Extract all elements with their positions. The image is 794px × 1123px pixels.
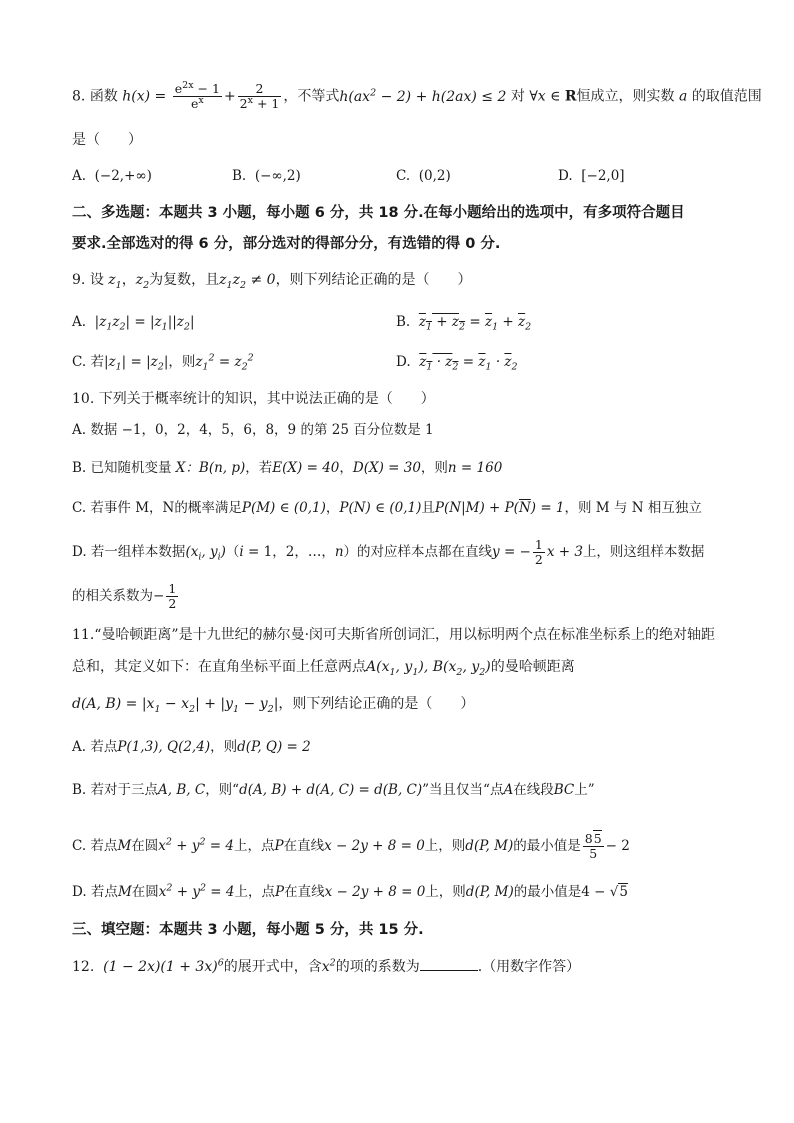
q8-inequality: $h(ax^2 - 2) + h(2ax) \le 2$ [339,86,507,105]
q9-option-a[interactable]: A. $|z_1z_2| = |z_1||z_2|$ [72,314,195,333]
q9-option-c[interactable]: C. 若$|z_1| = |z_2|$，则$z_1^2 = z_2^2$ [72,352,254,373]
q8-fraction-1: $\frac{e^{2x} - 1}{e^x}$ [174,79,220,111]
q9-option-d[interactable]: D. $z_1 \cdot z_2 = \overline{z}_1 \cdot \overline{z}_2$ [396,354,518,373]
q11-option-b[interactable]: B. 若对于三点A, B, C，则“d(A, B) + d(A, C) = d(B, C)”当且仅当“点A在线段BC上” [72,782,595,798]
q10-option-d[interactable]: D. 若一组样本数据($x_i$, $y_i)(i = 1$，2，…，n）的对应样本点都在直线y = − $\frac{1}{2}$ x + 3上，则这组样本数据 [72,537,705,567]
q12-answer-blank[interactable] [420,956,478,971]
q8-option-d[interactable]: D. [−2,0] [558,168,625,184]
section2-heading-line1: 二、多选题：本题共 3 小题，每小题 6 分，共 18 分.在每小题给出的选项中，有多项符合题目 [72,205,685,221]
q11-option-c[interactable]: C. 若点M在圆$x^2 + y^2 = 4$上，点P在直线x − 2y + 8 = 0上，则d(P, M)的最小值是 $\frac{85}{5}$ − 2 [72,831,630,861]
q11-option-a[interactable]: A. 若点P(1,3), Q(2,4)，则d(P, Q) = 2 [72,739,311,755]
q11-stem-line1: 11.“曼哈顿距离”是十九世纪的赫尔曼·闵可夫斯省所创词汇，用以标明两个点在标准坐标系上的绝对轴距 [72,627,716,643]
q8-fraction-2: $\frac{2}{2^x + 1}$ [239,81,280,111]
section3-heading: 三、填空题：本题共 3 小题，每小题 5 分，共 15 分. [72,922,424,938]
q8-option-c[interactable]: C. (0,2) [396,168,451,184]
q12-stem: 12. $(1 - 2x)(1 + 3x)^6$的展开式中，含$x^2$的项的系数为 .（用数字作答） [72,957,581,975]
q8-stem-line1: 8. 函数 h(x) = $\frac{e^{2x} - 1}{e^x}$ + $\frac{2}{2^x + 1}$ ，不等式$h(ax^2 - 2) + h(2ax) \le 2$ 对 ∀x ∈ R恒成立，则实数 a 的取值范围 [72,79,762,111]
q11-option-d[interactable]: D. 若点M在圆$x^2 + y^2 = 4$上，点P在直线x − 2y + 8 = 0上，则d(P, M)的最小值是4 − √5 [72,882,628,900]
q10-option-d-cont: 的相关系数为− $\frac{1}{2}$ [72,581,177,611]
q10-option-c[interactable]: C. 若事件 M，N的概率满足P(M) ∈ (0,1)，P(N) ∈ (0,1)且$P(N|M) + P(\overline{N}) = 1$，则 M 与 N 相互独立 [72,500,702,516]
q9-stem: 9. 设 $z_1$，$z_2$为复数，且$z_1z_2 \ne 0$，则下列结论正确的是（ ） [72,272,472,291]
q10-stem: 10. 下列关于概率统计的知识，其中说法正确的是（ ） [72,391,435,407]
q8-stem-text: 函数 [89,88,118,105]
q8-option-b[interactable]: B. (−∞,2) [232,168,301,184]
q8-function-h: h(x) = [122,88,167,105]
q8-stem-line2: 是（ ） [72,132,142,148]
q9-option-b[interactable]: B. $z_1 + z_2 = \overline{z}_1 + \overline{z}_2$ [396,314,532,333]
q8-option-a[interactable]: A. (−2,+∞) [72,168,152,184]
section2-heading-line2: 要求.全部选对的得 6 分，部分选对的得部分分，有选错的得 0 分. [72,236,501,252]
q10-option-a[interactable]: A. 数据 −1，0，2，4，5，6，8，9 的第 25 百分位数是 1 [72,422,434,438]
q11-stem-line3: d(A, $B) = |x_1 - x_2| + |y_1 - y_2|$，则下列结论正确的是（ ） [72,696,475,715]
q8-number: 8. [72,88,86,105]
q8-forall: ∀x ∈ R [529,88,577,105]
q10-option-b[interactable]: B. 已知随机变量 X：B(n, p)，若E(X) = 40，D(X) = 30，则n = 160 [72,460,503,476]
q11-stem-line2: 总和，其定义如下：在直角坐标平面上任意两点$A(x_1$, $y_1$), $B(x_2$, $y_2$)的曼哈顿距离 [72,659,575,678]
